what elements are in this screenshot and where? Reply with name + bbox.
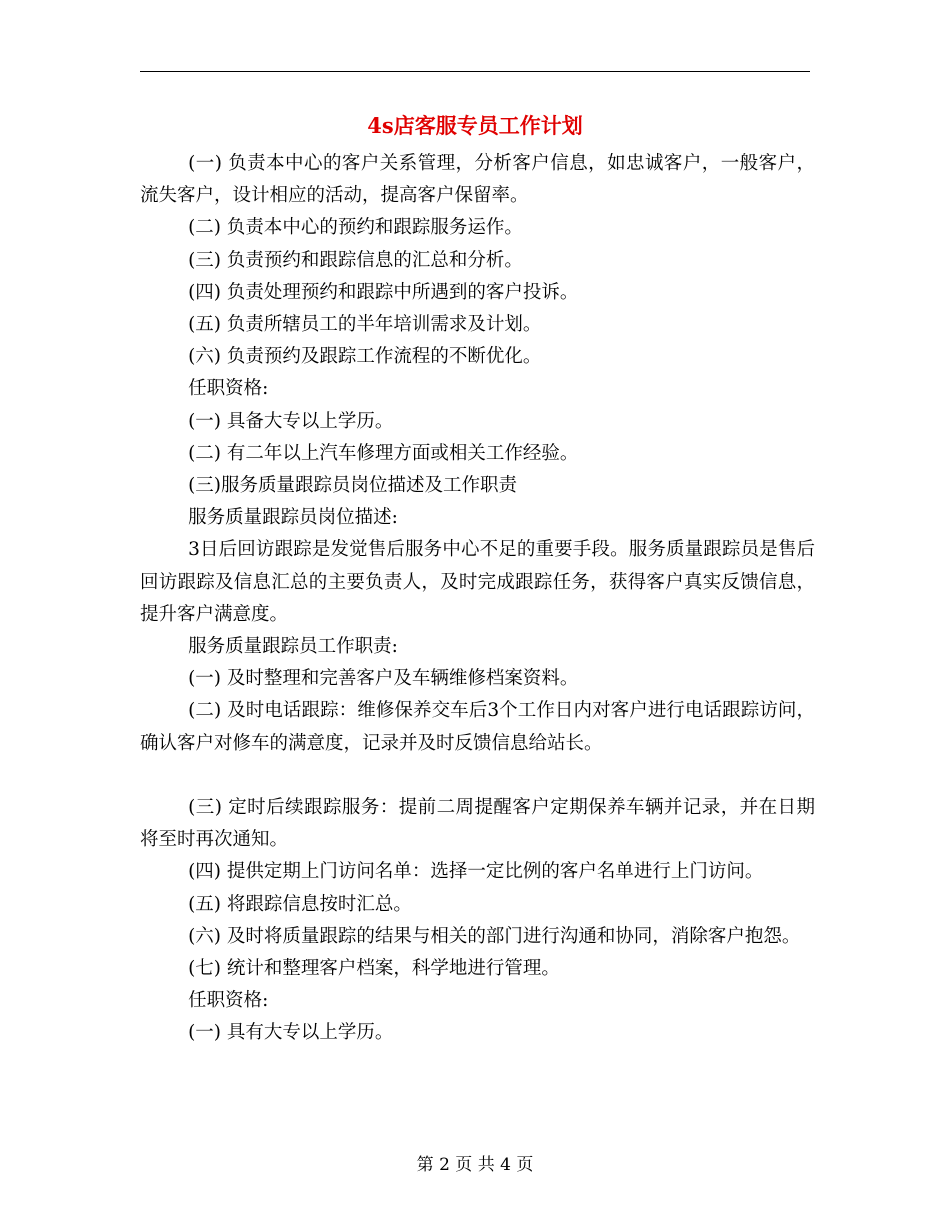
page-number: 第 2 页 共 4 页 xyxy=(416,1155,534,1175)
paragraph-duty-5: (五) 负责所辖员工的半年培训需求及计划。 xyxy=(188,314,542,336)
paragraph-job-duty-4: (四) 提供定期上门访问名单：选择一定比例的客户名单进行上门访问。 xyxy=(188,861,764,883)
heading-qualifications-2: 任职资格: xyxy=(188,990,269,1012)
document-body xyxy=(140,148,815,1050)
paragraph-duty-4: (四) 负责处理预约和跟踪中所遇到的客户投诉。 xyxy=(188,281,579,303)
paragraph-job-duty-2: (二) 及时电话跟踪：维修保养交车后3个工作日内对客户进行电话跟踪访问，确认客户对修车的满意度，记录并及时反馈信息给站长。 xyxy=(140,700,815,754)
paragraph-duty-1: (一) 负责本中心的客户关系管理，分析客户信息，如忠诚客户，一般客户，流失客户，设计相应的活动，提高客户保留率。 xyxy=(140,153,815,207)
paragraph-section-3: (三)服务质量跟踪员岗位描述及工作职责 xyxy=(188,475,518,497)
paragraph-job-duty-5: (五) 将跟踪信息按时汇总。 xyxy=(188,893,412,915)
document-title: 4s店客服专员工作计划 xyxy=(367,113,583,138)
paragraph-job-duty-6: (六) 及时将质量跟踪的结果与相关的部门进行沟通和协同，消除客户抱怨。 xyxy=(188,925,801,947)
paragraph-job-duty-3: (三) 定时后续跟踪服务：提前二周提醒客户定期保养车辆并记录，并在日期将至时再次通知。 xyxy=(140,797,815,851)
paragraph-gap xyxy=(140,760,815,792)
paragraph-qualification-2-1: (一) 具有大专以上学历。 xyxy=(188,1022,394,1044)
paragraph-duty-6: (六) 负责预约及跟踪工作流程的不断优化。 xyxy=(188,346,542,368)
heading-job-description: 服务质量跟踪员岗位描述: xyxy=(188,507,398,529)
paragraph-job-duty-7: (七) 统计和整理客户档案，科学地进行管理。 xyxy=(188,958,560,980)
paragraph-duty-2: (二) 负责本中心的预约和跟踪服务运作。 xyxy=(188,217,523,239)
paragraph-job-description: 3日后回访跟踪是发觉售后服务中心不足的重要手段。服务质量跟踪员是售后回访跟踪及信息汇总的主要负责人，及时完成跟踪任务，获得客户真实反馈信息，提升客户满意度。 xyxy=(140,539,815,625)
paragraph-qualification-2: (二) 有二年以上汽车修理方面或相关工作经验。 xyxy=(188,442,579,464)
paragraph-duty-3: (三) 负责预约和跟踪信息的汇总和分析。 xyxy=(188,249,523,271)
heading-qualifications: 任职资格: xyxy=(188,378,269,400)
paragraph-job-duty-1: (一) 及时整理和完善客户及车辆维修档案资料。 xyxy=(188,668,579,690)
heading-job-duties: 服务质量跟踪员工作职责: xyxy=(188,636,398,658)
header-rule xyxy=(140,71,810,72)
paragraph-qualification-1: (一) 具备大专以上学历。 xyxy=(188,410,394,432)
